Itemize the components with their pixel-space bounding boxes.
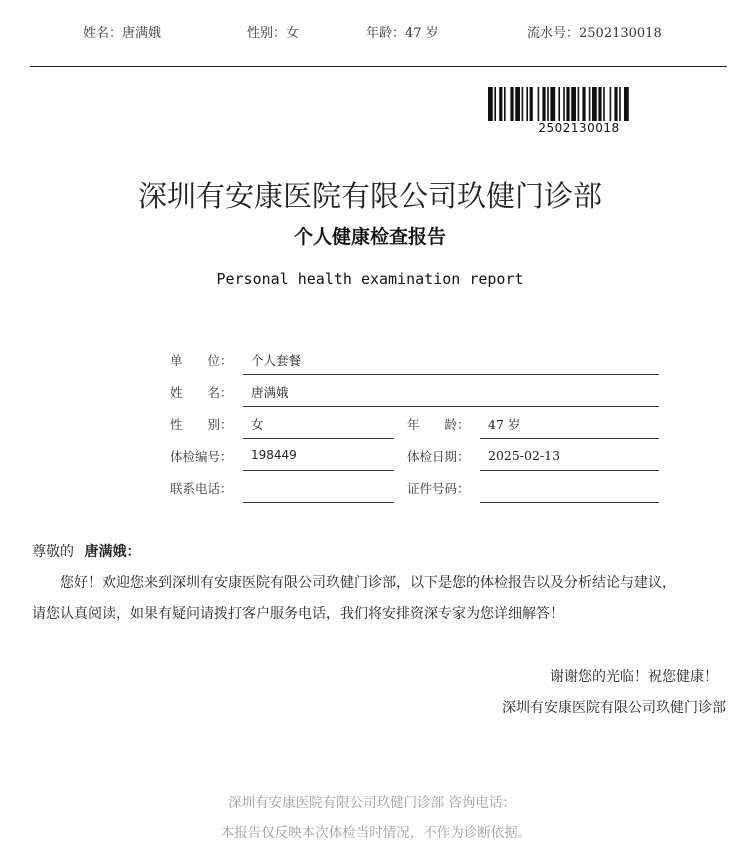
greeting-prefix: 尊敬的 <box>32 544 74 560</box>
footer-disclaimer: 本报告仅反映本次体检当时情况，不作为诊断依据。 <box>220 825 532 841</box>
name-underline <box>243 406 659 407</box>
exam-number-label: 体检编号： <box>170 449 233 464</box>
barcode-bar <box>522 87 524 121</box>
gender-underline <box>243 438 394 439</box>
barcode-bar <box>610 87 612 121</box>
header-patient-name: 姓名：唐满娥 <box>83 26 162 41</box>
header-divider <box>30 66 727 67</box>
exam-number-value: 198449 <box>251 448 297 462</box>
footer-contact: 深圳有安康医院有限公司玖健门诊部 咨询电话： <box>228 795 516 811</box>
barcode-bar <box>526 87 528 121</box>
phone-underline <box>243 502 394 503</box>
phone-label: 联系电话： <box>170 481 233 496</box>
barcode-bar <box>592 87 597 121</box>
greeting-name: 唐满娥： <box>84 544 141 560</box>
barcode-bar <box>598 87 601 121</box>
header-serial-number: 流水号：2502130018 <box>527 26 662 41</box>
barcode-bar <box>571 87 576 121</box>
barcode-bar <box>547 87 549 121</box>
header-age: 年龄：47 岁 <box>366 26 439 41</box>
id-number-label: 证件号码： <box>407 481 470 496</box>
barcode-bar <box>530 87 533 121</box>
barcode-bar <box>578 87 580 121</box>
id-number-underline <box>480 502 659 503</box>
greeting <box>32 541 140 561</box>
letter-line-1: 您好！欢迎您来到深圳有安康医院有限公司玖健门诊部，以下是您的体检报告以及分析结论与建议， <box>60 575 676 591</box>
age-value: 47 岁 <box>488 417 521 432</box>
barcode-bar <box>563 87 565 121</box>
name-label: 姓 名： <box>170 385 233 400</box>
unit-label: 单 位： <box>170 353 233 368</box>
letter-signature: 深圳有安康医院有限公司玖健门诊部 <box>502 700 726 716</box>
age-underline <box>480 438 659 439</box>
gender-value: 女 <box>251 417 264 432</box>
barcode-bar <box>542 87 545 121</box>
barcode-bar <box>603 87 605 121</box>
barcode-bar <box>538 87 540 121</box>
barcode-bar <box>619 87 621 121</box>
report-title-chinese: 个人健康检查报告 <box>293 226 446 248</box>
barcode-bar <box>510 87 513 121</box>
barcode-bar <box>624 87 629 121</box>
barcode-bar <box>499 87 502 121</box>
exam-number-underline <box>243 470 394 471</box>
organization-title: 深圳有安康医院有限公司玖健门诊部 <box>137 179 602 213</box>
barcode-bar <box>550 87 555 121</box>
letter-thanks: 谢谢您的光临！祝您健康！ <box>550 669 718 685</box>
unit-underline <box>243 374 659 375</box>
barcode-bar <box>558 87 560 121</box>
exam-date-label: 体检日期： <box>407 449 470 464</box>
name-value: 唐满娥 <box>251 385 289 400</box>
barcode-number: 2502130018 <box>538 121 620 135</box>
header-gender: 性别：女 <box>247 26 300 41</box>
barcode-bar <box>614 87 617 121</box>
report-title-english: Personal health examination report <box>216 270 524 288</box>
barcode-image <box>488 87 670 121</box>
letter-line-2: 请您认真阅读，如果有疑问请拨打客户服务电话，我们将安排资深专家为您详细解答！ <box>32 606 564 622</box>
barcode-bar <box>488 87 493 121</box>
exam-date-underline <box>480 470 659 471</box>
gender-label: 性 别： <box>170 417 233 432</box>
barcode-bar <box>566 87 569 121</box>
barcode-bar <box>589 87 591 121</box>
barcode-bar <box>515 87 520 121</box>
exam-date-value: 2025-02-13 <box>488 448 561 463</box>
unit-value: 个人套餐 <box>251 353 302 368</box>
age-label: 年 龄： <box>407 417 470 432</box>
barcode-bar <box>582 87 585 121</box>
barcode-bar <box>494 87 496 121</box>
barcode-bar <box>504 87 506 121</box>
